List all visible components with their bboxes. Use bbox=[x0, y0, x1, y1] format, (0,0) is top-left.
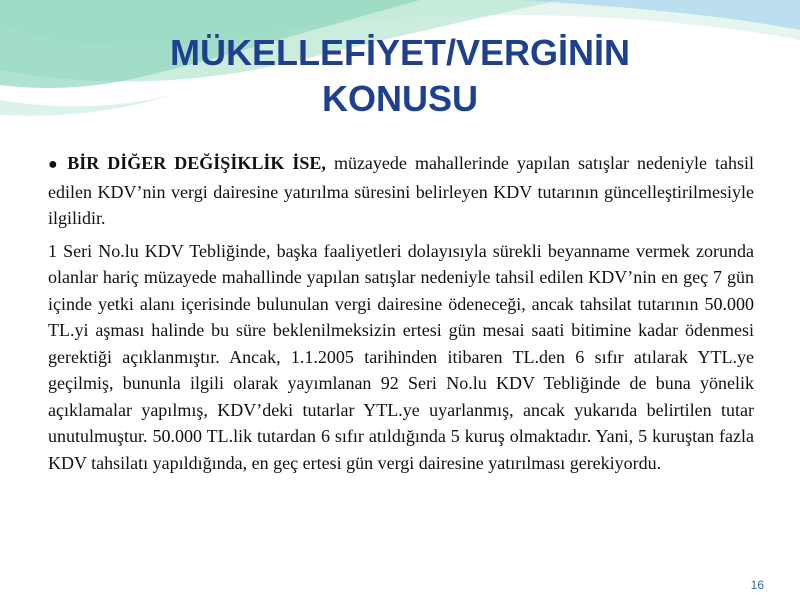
page-number: 16 bbox=[750, 578, 764, 592]
title-line-2: KONUSU bbox=[321, 78, 478, 119]
slide-body bbox=[48, 150, 754, 482]
bullet-icon: ● bbox=[48, 156, 62, 173]
paragraph-2: 1 Seri No.lu KDV Tebliğinde, başka faaliyetleri dolayısıyla sürekli beyanname vermek zorunda olanlar hariç müzayede mahallinde yapılan satışlar nedeniyle tahsil edilen KDV’nin en geç 7 gün içinde yetki alanı içerisinde bulunulan vergi dairesine ödeneceği, ancak tahsilat tutarının 50.000 TL.yi aşması halinde bu süre beklenilmeksizin ertesi gün mesai saati bitimine kadar ödenmesi gerektiği açıklanmıştır. Ancak, 1.1.2005 tarihinden itibaren TL.den 6 sıfır atılarak YTL.ye geçilmiş, bununla ilgili olarak yayımlanan 92 Seri No.lu KDV Tebliğinde de buna yönelik açıklamalar yapılmış, KDV’deki tutarlar YTL.ye uyarlanmış, ancak yukarıda belirtilen tutar unutulmuştur. 50.000 TL.lik tutardan 6 sıfır atıldığında 5 kuruş olmaktadır. Yani, 5 kuruştan fazla KDV tahsilatı yapıldığında, en geç ertesi gün vergi dairesine yatırılması gerekiyordu. bbox=[48, 240, 754, 473]
title-line-1: MÜKELLEFİYET/VERGİNİN bbox=[169, 32, 631, 73]
paragraph-1 bbox=[48, 150, 754, 232]
paragraph-1-lead: BİR DİĞER DEĞİŞİKLİK İSE, bbox=[67, 153, 326, 173]
paragraph-1-text: müzayede mahallerinde yapılan satışlar nedeniyle tahsil edilen KDV’nin vergi dairesine yatırılma süresini belirleyen KDV tutarının güncelleştirilmesiyle ilgilidir. bbox=[48, 153, 754, 228]
slide-title bbox=[60, 30, 740, 122]
